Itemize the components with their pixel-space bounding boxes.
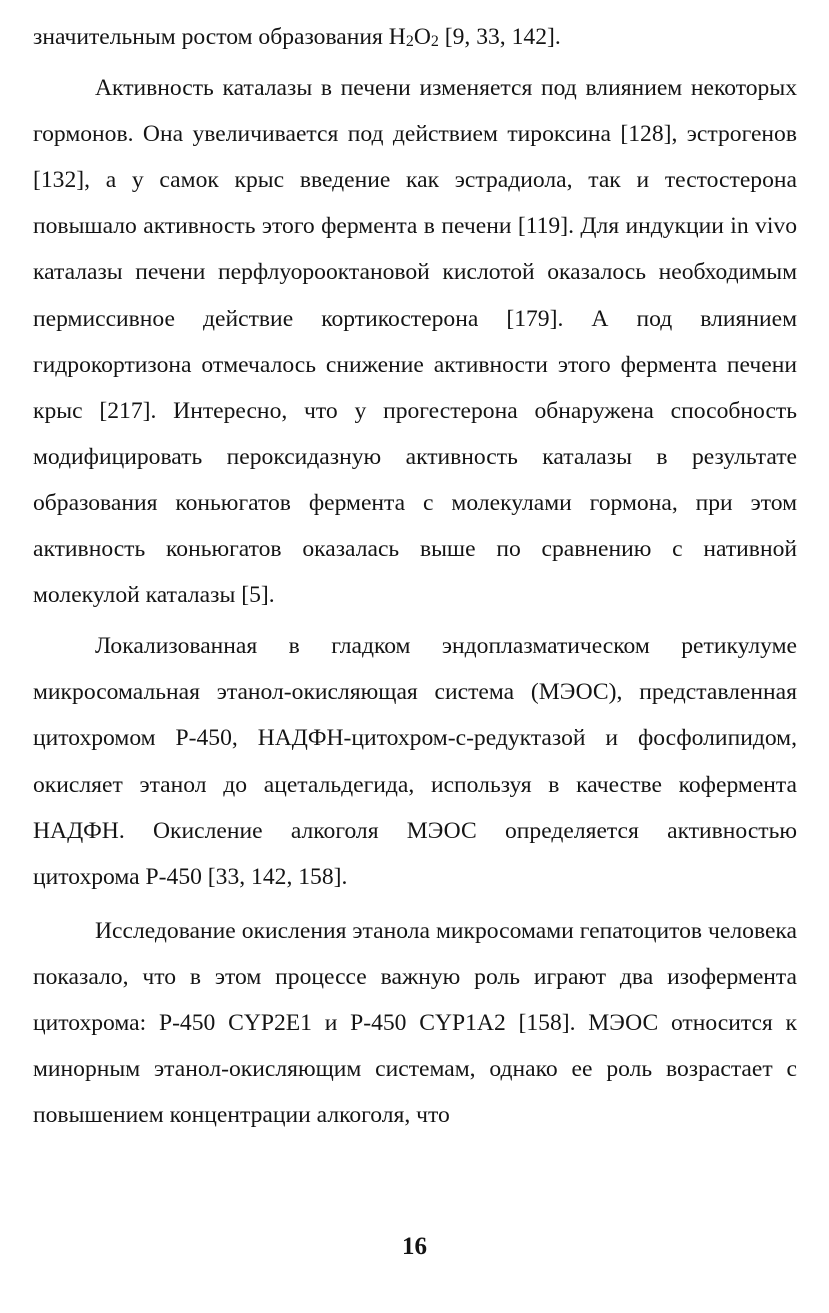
paragraph-ethanol-oxidation: Исследование окисления этанола микросомами гепатоцитов человека показало, что в этом процессе важную роль играют два изофермента цитохрома: Р-450 CYP2E1 и Р-450 CYP1A2 [158]. МЭОС относится к минорным этанол-окисляющим системам, однако ее роль возрастает с повышением концентрации алкоголя, что xyxy=(33,917,797,1129)
body-text xyxy=(33,14,797,1138)
subscript: 2 xyxy=(405,33,414,50)
paragraph-meos: Локализованная в гладком эндоплазматическом ретикулуме микросомальная этанол-окисляющая система (МЭОС), представленная цитохромом Р-450, НАДФН-цитохром-с-редуктазой и фосфолипидом, окисляет этанол до ацетальдегида, используя в качестве кофермента НАДФН. Окисление алкоголя МЭОС определяется активностью цитохрома Р-450 [33, 142, 158]. xyxy=(33,633,797,890)
line-text: значительным ростом образования H xyxy=(33,24,406,50)
line-text: [9, 33, 142]. xyxy=(438,24,561,50)
subscript: 2 xyxy=(430,33,439,50)
page-number: 16 xyxy=(402,1233,427,1260)
line-text: O xyxy=(413,24,431,50)
continued-line xyxy=(33,14,797,60)
paragraph-catalase-hormones: Активность каталазы в печени изменяется под влиянием некоторых гормонов. Она увеличивается под действием тироксина [128], эстрогенов [132], а у самок крыс введение как эстрадиола, так и тестостерона повышало активность этого фермента в печени [119]. Для индукции in vivo каталазы печени перфлуорооктановой кислотой оказалось необходимым пермиссивное действие кортикостерона [179]. А под влиянием гидрокортизона отмечалось снижение активности этого фермента печени крыс [217]. Интересно, что у прогестерона обнаружена способность модифицировать пероксидазную активность каталазы в результате образования коньюгатов фермента с молекулами гормона, при этом активность коньюгатов оказалась выше по сравнению с нативной молекулой каталазы [5]. xyxy=(33,75,797,609)
